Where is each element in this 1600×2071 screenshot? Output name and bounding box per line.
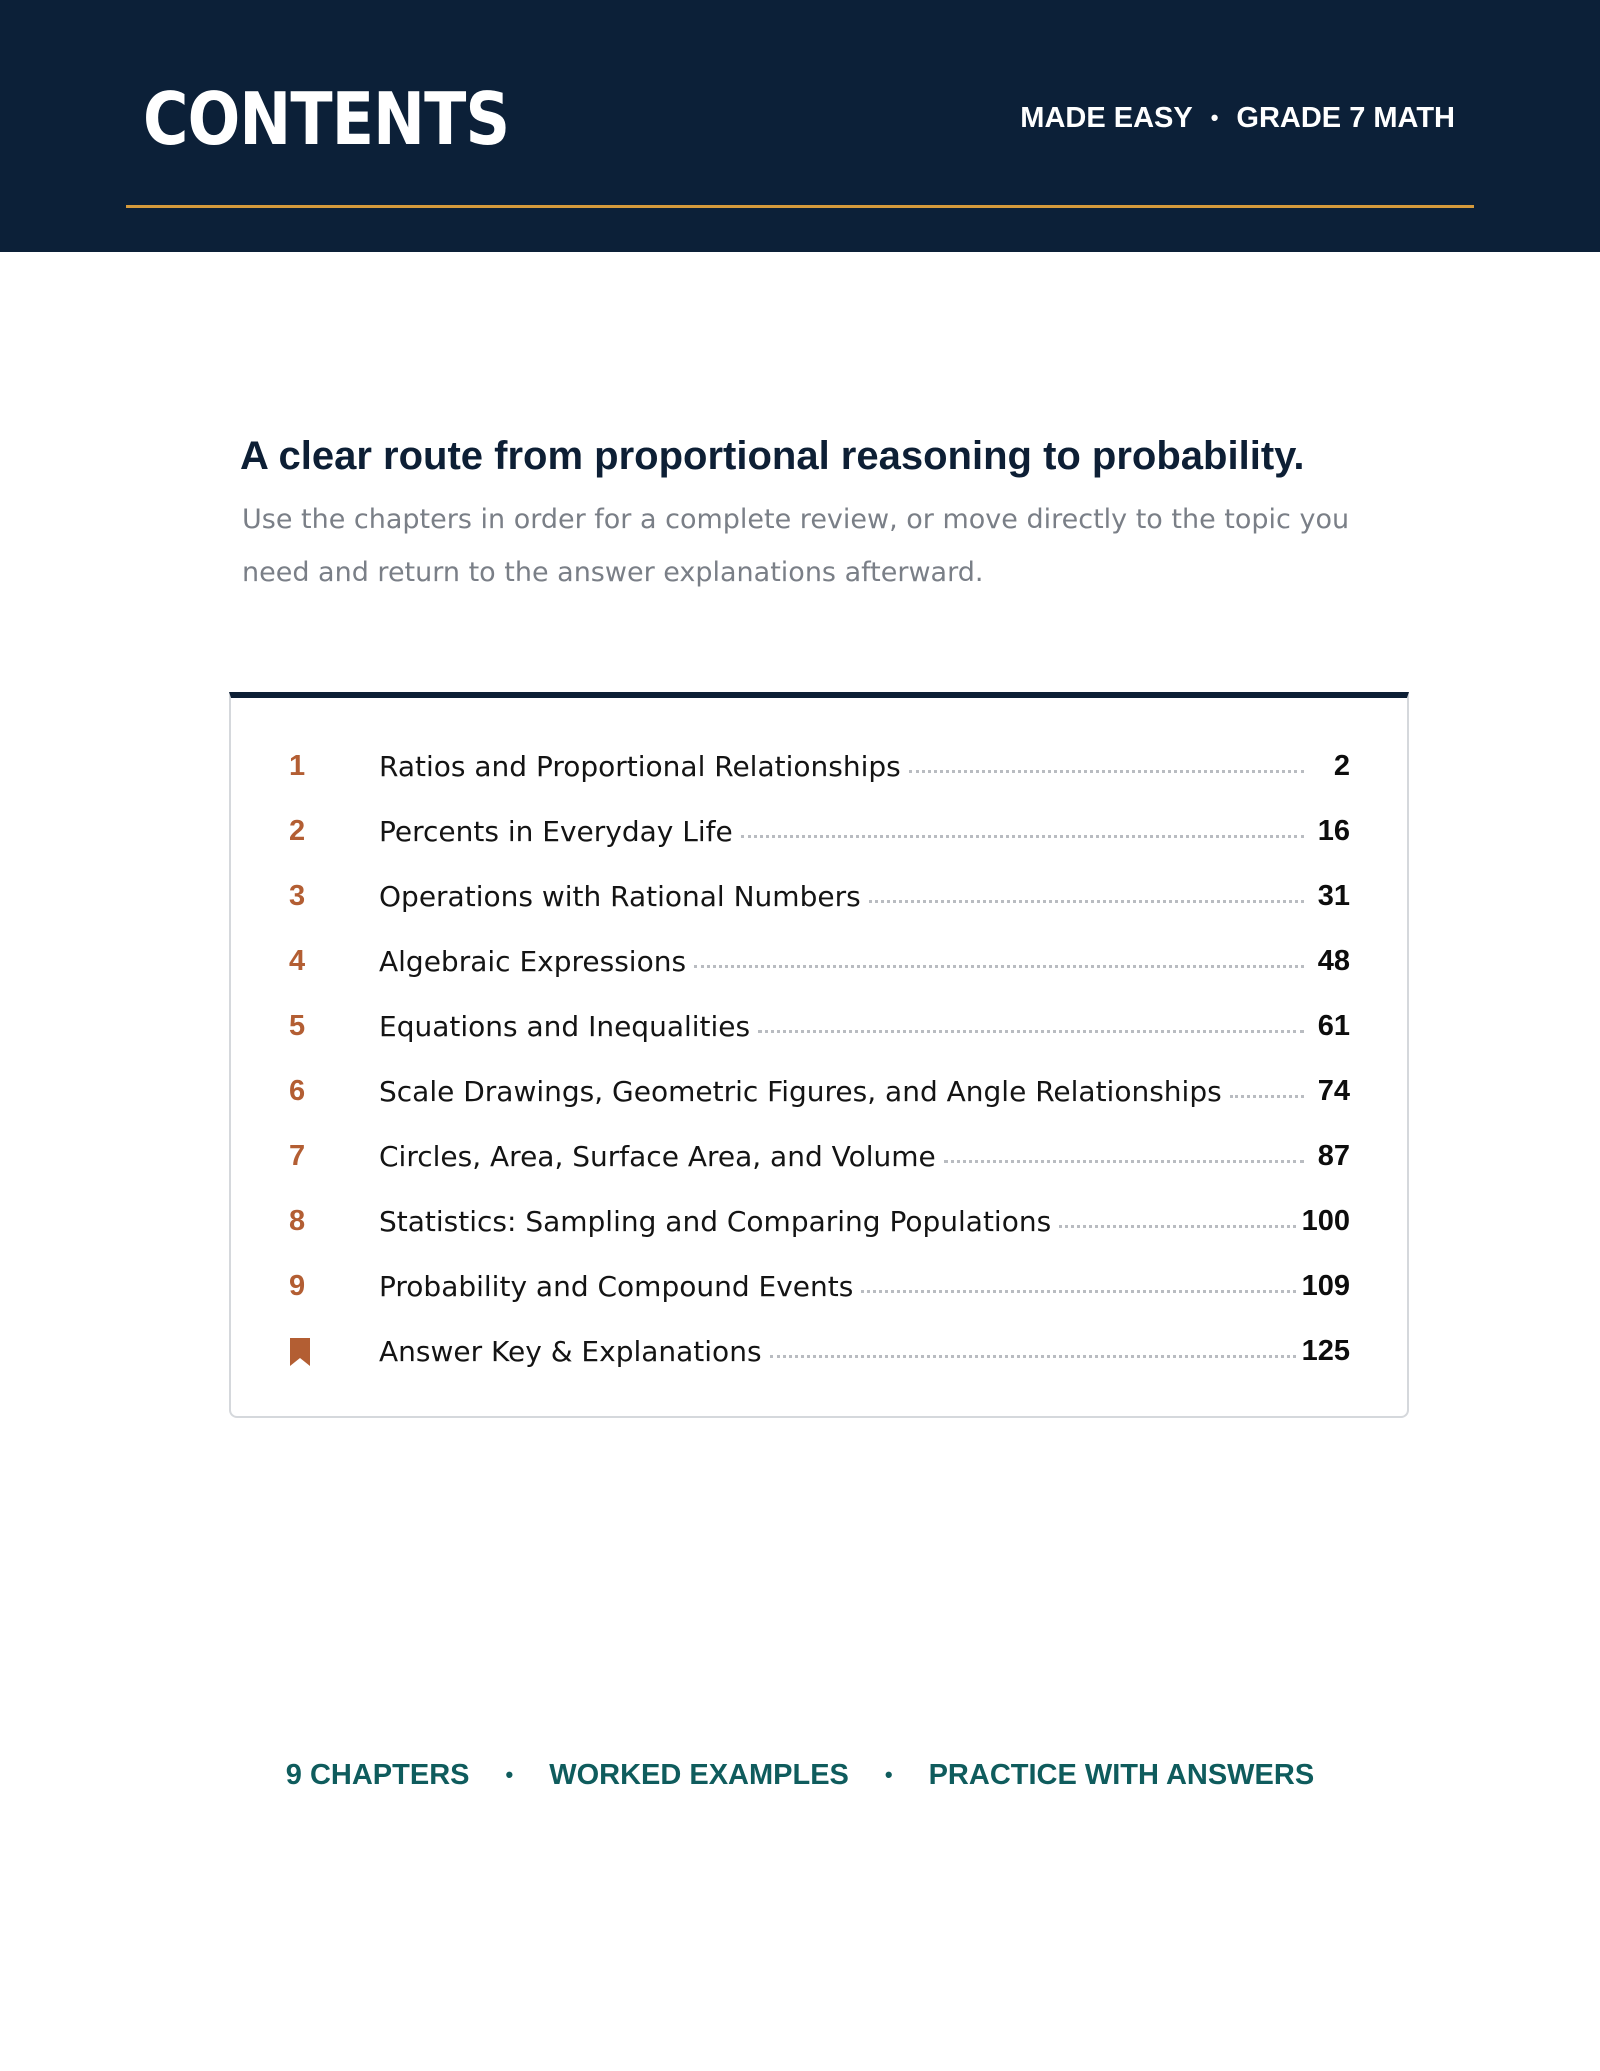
toc-entry-5[interactable]: [289, 994, 1350, 1059]
chapter-title: Equations and Inequalities: [379, 1010, 751, 1043]
chapter-number: 7: [289, 1140, 306, 1172]
page-number: 16: [1317, 815, 1350, 847]
page-number: 125: [1301, 1335, 1350, 1367]
bookmark-icon: [289, 1337, 311, 1367]
header-band: [0, 0, 1600, 252]
chapter-title: Ratios and Proportional Relationships: [379, 750, 901, 783]
dot-leader: [1059, 1225, 1295, 1228]
toc-entry-2[interactable]: [289, 799, 1350, 864]
dot-leader: [869, 900, 1304, 903]
header-separator: •: [1210, 105, 1219, 130]
page-number: 48: [1317, 945, 1350, 977]
feature-separator: •: [505, 1762, 514, 1787]
chapter-title: Percents in Everyday Life: [379, 815, 733, 848]
answer-key-marker: [289, 1335, 379, 1368]
dot-leader: [861, 1290, 1295, 1293]
toc-entry-answer-key[interactable]: [289, 1319, 1350, 1384]
series-label: MADE EASY: [1020, 102, 1193, 134]
toc-entry-3[interactable]: [289, 864, 1350, 929]
dot-leader: [694, 965, 1304, 968]
feature-strip: [0, 1755, 1600, 1795]
page-number: 87: [1317, 1140, 1350, 1172]
chapter-title: Operations with Rational Numbers: [379, 880, 861, 913]
toc-entry-1[interactable]: [289, 734, 1350, 799]
header-meta: [1020, 98, 1455, 138]
dot-leader: [741, 835, 1304, 838]
toc-entry-6[interactable]: [289, 1059, 1350, 1124]
chapter-number: 2: [289, 815, 306, 847]
chapter-title: Scale Drawings, Geometric Figures, and Angle Relationships: [379, 1075, 1222, 1108]
chapter-number: 8: [289, 1205, 306, 1237]
chapter-number: 5: [289, 1010, 306, 1042]
dot-leader: [758, 1030, 1304, 1033]
toc-entry-7[interactable]: [289, 1124, 1350, 1189]
feature-chapters: 9 CHAPTERS: [285, 1759, 470, 1791]
chapter-number: 3: [289, 880, 306, 912]
page-number: 100: [1301, 1205, 1350, 1237]
dot-leader: [1230, 1095, 1304, 1098]
page-number: 2: [1333, 750, 1350, 782]
toc-list: [289, 734, 1350, 1384]
feature-practice: PRACTICE WITH ANSWERS: [928, 1759, 1315, 1791]
chapter-title: Algebraic Expressions: [379, 945, 687, 978]
chapter-number: 1: [289, 750, 306, 782]
feature-separator: •: [884, 1762, 893, 1787]
subject-label: GRADE 7 MATH: [1236, 102, 1455, 134]
dot-leader: [909, 770, 1304, 773]
page-title: CONTENTS: [143, 77, 510, 161]
chapter-number: 4: [289, 945, 306, 977]
toc-entry-9[interactable]: [289, 1254, 1350, 1319]
chapter-title: Statistics: Sampling and Comparing Populations: [379, 1205, 1052, 1238]
intro-text: Use the chapters in order for a complete review, or move directly to the topic you need and return to the answer explanations afterward.: [242, 504, 1350, 588]
feature-worked-examples: WORKED EXAMPLES: [549, 1759, 849, 1791]
toc-card: [229, 692, 1409, 1418]
page-number: 109: [1301, 1270, 1350, 1302]
dot-leader: [944, 1160, 1304, 1163]
header-divider: [126, 205, 1474, 208]
page-number: 31: [1317, 880, 1350, 912]
toc-entry-8[interactable]: [289, 1189, 1350, 1254]
chapter-title: Probability and Compound Events: [379, 1270, 854, 1303]
answer-key-title: Answer Key & Explanations: [379, 1335, 762, 1368]
chapter-title: Circles, Area, Surface Area, and Volume: [379, 1140, 936, 1173]
intro-heading: A clear route from proportional reasoning to probability.: [240, 434, 1305, 478]
dot-leader: [770, 1355, 1296, 1358]
page-number: 74: [1317, 1075, 1350, 1107]
chapter-number: 6: [289, 1075, 306, 1107]
chapter-number: 9: [289, 1270, 306, 1302]
page-number: 61: [1317, 1010, 1350, 1042]
toc-entry-4[interactable]: [289, 929, 1350, 994]
